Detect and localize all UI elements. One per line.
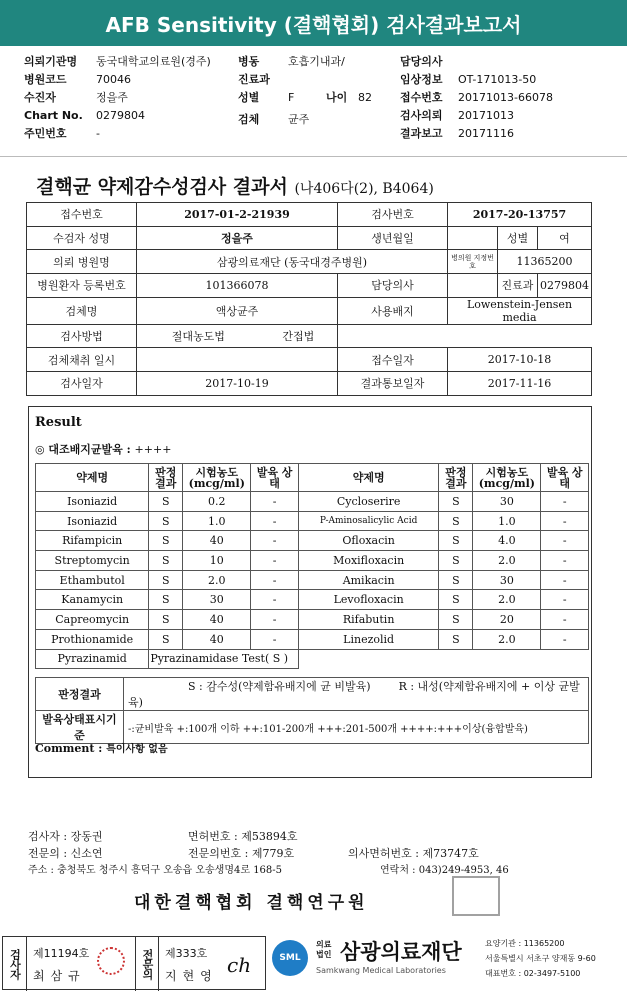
info-label: 임상정보 bbox=[400, 73, 443, 86]
info-value: OT-171013-50 bbox=[458, 72, 537, 86]
judge-label: 판정결과 bbox=[36, 678, 124, 711]
license-line bbox=[188, 828, 297, 845]
table-cell: 30 bbox=[473, 492, 541, 512]
info-label: Chart No. bbox=[24, 108, 83, 122]
info-value: F bbox=[288, 90, 295, 104]
table-row bbox=[36, 551, 589, 571]
value: 0279804 bbox=[537, 274, 591, 298]
table-cell: S bbox=[149, 570, 183, 590]
table-cell: S bbox=[439, 570, 473, 590]
expert-no: 제333호 bbox=[165, 947, 208, 960]
pza-label: Pyrazinamid bbox=[36, 649, 149, 669]
table-cell: Prothionamide bbox=[36, 629, 149, 649]
table-cell: 20 bbox=[473, 610, 541, 630]
info-value: 균주 bbox=[288, 113, 310, 126]
info-row bbox=[24, 124, 100, 142]
tester-line bbox=[28, 828, 102, 845]
value: 2017-10-18 bbox=[447, 348, 591, 372]
table-cell: - bbox=[541, 492, 589, 512]
table-cell: - bbox=[251, 570, 299, 590]
column-header: 판정 결과 bbox=[439, 464, 473, 492]
table-cell: Isoniazid bbox=[36, 511, 149, 531]
footer-address: 서울특별시 서초구 양재동 9-60 bbox=[485, 954, 596, 963]
label: 담당의사 bbox=[337, 274, 447, 298]
info-row bbox=[238, 52, 345, 70]
comment-text: 특이사항 없음 bbox=[106, 744, 168, 755]
table-cell: Amikacin bbox=[298, 570, 439, 590]
logo-name: 삼광의료재단 bbox=[340, 940, 462, 964]
table-cell: 30 bbox=[473, 570, 541, 590]
control-label: ◎ 대조배지균발육 : bbox=[35, 443, 131, 456]
table-cell: 10 bbox=[183, 551, 251, 571]
expert-vertical-label: 전문의 bbox=[135, 937, 159, 991]
table-cell: S bbox=[149, 629, 183, 649]
table-row bbox=[36, 610, 589, 630]
table-cell: S bbox=[439, 551, 473, 571]
footer bbox=[0, 936, 627, 1000]
table-cell: 2.0 bbox=[473, 590, 541, 610]
table-cell: Levofloxacin bbox=[298, 590, 439, 610]
sheet-title-text: 결핵균 약제감수성검사 결과서 bbox=[36, 176, 288, 198]
value: 제53894호 bbox=[241, 830, 298, 843]
table-row bbox=[36, 629, 589, 649]
label: 접수일자 bbox=[337, 348, 447, 372]
request-table bbox=[26, 202, 592, 396]
organization-name: 대한결핵협회 결핵연구원 bbox=[134, 893, 369, 913]
info-value: 20171013-66078 bbox=[458, 90, 553, 104]
table-cell: 0.2 bbox=[183, 492, 251, 512]
label: 연락처 : bbox=[380, 865, 416, 876]
label: 검사일자 bbox=[27, 372, 137, 396]
label: 결과통보일자 bbox=[337, 372, 447, 396]
sheet-subtitle: (나406다(2), B4064) bbox=[294, 181, 434, 197]
info-label: 검사의뢰 bbox=[400, 109, 443, 122]
info-row bbox=[238, 88, 294, 106]
label: 주소 : bbox=[28, 865, 54, 876]
info-row bbox=[24, 106, 145, 124]
label: 진료과 bbox=[497, 274, 537, 298]
expert-signature: ch bbox=[227, 953, 252, 977]
table-cell: - bbox=[251, 610, 299, 630]
sml-logo-icon: SML bbox=[272, 940, 308, 976]
table-cell: - bbox=[541, 531, 589, 551]
info-label: 수진자 bbox=[24, 91, 56, 104]
comment bbox=[35, 740, 168, 755]
control-growth bbox=[35, 441, 171, 457]
table-cell: 1.0 bbox=[473, 511, 541, 531]
label: 검사자 : bbox=[28, 830, 68, 843]
column-header: 약제명 bbox=[36, 464, 149, 492]
logo-english: Samkwang Medical Laboratories bbox=[316, 966, 446, 975]
info-value: 70046 bbox=[96, 72, 131, 86]
label: 검사번호 bbox=[337, 203, 447, 227]
info-label: 접수번호 bbox=[400, 91, 443, 104]
label: 전문의번호 : bbox=[188, 847, 249, 860]
comment-label: Comment : bbox=[35, 742, 103, 755]
value: 간접법 bbox=[260, 324, 338, 348]
table-cell: - bbox=[541, 610, 589, 630]
info-label: 결과보고 bbox=[400, 127, 443, 140]
report-header bbox=[0, 0, 627, 46]
info-label: 진료과 bbox=[238, 73, 270, 86]
info-value: 호흡기내과/ bbox=[288, 55, 345, 68]
label: 대표번호 : bbox=[485, 969, 524, 978]
value: 043)249-4953, 46 bbox=[418, 865, 509, 876]
table-cell: 2.0 bbox=[473, 629, 541, 649]
table-cell: S bbox=[149, 511, 183, 531]
value: 신소연 bbox=[70, 847, 103, 860]
table-cell: - bbox=[251, 551, 299, 571]
label: 검체명 bbox=[27, 297, 137, 324]
table-cell: 30 bbox=[183, 590, 251, 610]
table-cell: Kanamycin bbox=[36, 590, 149, 610]
rep-phone bbox=[485, 968, 580, 979]
value: 제779호 bbox=[251, 847, 295, 860]
expert-line bbox=[28, 845, 102, 862]
logo-tag: 의료법인 bbox=[316, 940, 332, 959]
label: 검사방법 bbox=[27, 324, 137, 348]
table-row bbox=[36, 531, 589, 551]
info-value: - bbox=[96, 126, 100, 140]
label: 의뢰 병원명 bbox=[27, 250, 137, 274]
tester-box bbox=[2, 936, 266, 990]
expert-name: 지현영 bbox=[165, 969, 218, 983]
table-cell: - bbox=[541, 570, 589, 590]
result-sheet bbox=[22, 164, 602, 934]
table-cell: S bbox=[149, 610, 183, 630]
value: 제73747호 bbox=[422, 847, 479, 860]
table-cell: - bbox=[251, 590, 299, 610]
label: 생년월일 bbox=[337, 226, 447, 250]
table-cell: Isoniazid bbox=[36, 492, 149, 512]
table-cell: S bbox=[439, 511, 473, 531]
judge-s: S : 감수성(약제함유배지에 균 비발육) bbox=[188, 680, 371, 693]
table-cell: S bbox=[439, 531, 473, 551]
value: 삼광의료재단 (동국대경주병원) bbox=[137, 250, 448, 274]
info-value: 동국대학교의료원(경주) bbox=[96, 55, 211, 68]
table-cell: 4.0 bbox=[473, 531, 541, 551]
value bbox=[137, 348, 338, 372]
label: 병원환자 등록번호 bbox=[27, 274, 137, 298]
table-cell: - bbox=[251, 492, 299, 512]
value: 2017-10-19 bbox=[137, 372, 338, 396]
patient-info bbox=[0, 52, 627, 152]
table-cell: S bbox=[149, 551, 183, 571]
table-cell: - bbox=[541, 590, 589, 610]
value: 101366078 bbox=[137, 274, 338, 298]
value: 02-3497-5100 bbox=[523, 969, 581, 978]
table-cell: - bbox=[541, 551, 589, 571]
pza-value: Pyrazinamidase Test( S ) bbox=[149, 649, 299, 669]
tester-name: 최삼규 bbox=[33, 969, 86, 983]
tester-seal-icon bbox=[97, 947, 125, 975]
judge-r: R : 내성(약제함유배지에 + 이상 균발육) bbox=[128, 680, 580, 709]
info-row bbox=[400, 124, 514, 142]
table-row bbox=[36, 590, 589, 610]
value: 액상균주 bbox=[137, 297, 338, 324]
table-cell: 2.0 bbox=[183, 570, 251, 590]
table-cell: Linezolid bbox=[298, 629, 439, 649]
value: 장동권 bbox=[70, 830, 103, 843]
label: 수검자 성명 bbox=[27, 226, 137, 250]
growth-label: 발육상태표시기준 bbox=[36, 711, 124, 744]
value bbox=[447, 226, 497, 250]
table-cell: Ofloxacin bbox=[298, 531, 439, 551]
table-cell: S bbox=[149, 590, 183, 610]
table-cell: Moxifloxacin bbox=[298, 551, 439, 571]
table-cell: 2.0 bbox=[473, 551, 541, 571]
table-cell: Rifabutin bbox=[298, 610, 439, 630]
info-label: 검체 bbox=[238, 113, 260, 126]
value: 2017-11-16 bbox=[447, 372, 591, 396]
table-cell: - bbox=[251, 629, 299, 649]
info-label: 의뢰기관명 bbox=[24, 55, 78, 68]
info-label: 성별 bbox=[238, 91, 260, 104]
info-value: 82 bbox=[358, 90, 372, 104]
info-row bbox=[24, 52, 211, 70]
table-row bbox=[36, 570, 589, 590]
result-box bbox=[28, 406, 592, 778]
info-label: 나이 bbox=[326, 91, 348, 104]
value: Lowenstein-Jensen media bbox=[447, 297, 591, 324]
column-header: 약제명 bbox=[298, 464, 439, 492]
info-row bbox=[24, 88, 128, 106]
table-cell: S bbox=[149, 492, 183, 512]
column-header: 판정 결과 bbox=[149, 464, 183, 492]
info-row bbox=[238, 110, 309, 128]
growth-text: -:균비발육 +:100개 이하 ++:101-200개 +++:201-500개 ++++:+++이상(융합발육) bbox=[124, 711, 589, 744]
label: 성별 bbox=[497, 226, 537, 250]
address-line bbox=[28, 862, 282, 879]
expert-no-line bbox=[188, 845, 294, 862]
table-cell: Streptomycin bbox=[36, 551, 149, 571]
age-row bbox=[326, 88, 372, 106]
table-cell: 40 bbox=[183, 610, 251, 630]
info-label: 담당의사 bbox=[400, 55, 443, 68]
info-value: 20171013 bbox=[458, 108, 514, 122]
inst-code bbox=[485, 938, 564, 949]
table-cell: S bbox=[439, 629, 473, 649]
table-row bbox=[36, 511, 589, 531]
table-cell: - bbox=[541, 511, 589, 531]
column-header: 발육 상태 bbox=[251, 464, 299, 492]
table-cell: 40 bbox=[183, 629, 251, 649]
column-header: 시험농도 (mcg/ml) bbox=[473, 464, 541, 492]
table-cell: S bbox=[149, 531, 183, 551]
info-value: 정을주 bbox=[96, 91, 128, 104]
sheet-title bbox=[36, 172, 434, 199]
info-row bbox=[24, 70, 131, 88]
info-row bbox=[400, 88, 553, 106]
column-header: 시험농도 (mcg/ml) bbox=[183, 464, 251, 492]
value: 절대농도법 bbox=[137, 324, 260, 348]
value: 11365200 bbox=[497, 250, 591, 274]
official-seal bbox=[452, 876, 500, 916]
control-value: ++++ bbox=[134, 443, 172, 456]
value bbox=[447, 274, 497, 298]
table-cell: - bbox=[251, 511, 299, 531]
info-value: 20171116 bbox=[458, 126, 514, 140]
table-cell: Rifampicin bbox=[36, 531, 149, 551]
label: 검체채취 일시 bbox=[27, 348, 137, 372]
table-cell: - bbox=[541, 629, 589, 649]
value: 2017-20-13757 bbox=[447, 203, 591, 227]
drug-table bbox=[35, 463, 589, 669]
judge-text bbox=[124, 678, 589, 711]
table-row bbox=[36, 492, 589, 512]
value: 여 bbox=[537, 226, 591, 250]
value: 2017-01-2-21939 bbox=[137, 203, 338, 227]
table-cell: Ethambutol bbox=[36, 570, 149, 590]
label: 전문의 : bbox=[28, 847, 68, 860]
info-row bbox=[400, 70, 536, 88]
table-cell: S bbox=[439, 492, 473, 512]
table-cell: - bbox=[251, 531, 299, 551]
info-row bbox=[400, 106, 514, 124]
divider bbox=[0, 156, 627, 157]
legend-table bbox=[35, 677, 589, 744]
table-cell: Cycloserire bbox=[298, 492, 439, 512]
label: 요양기관 : bbox=[485, 939, 524, 948]
info-label: 병원코드 bbox=[24, 73, 67, 86]
label: 접수번호 bbox=[27, 203, 137, 227]
table-cell: S bbox=[439, 590, 473, 610]
result-title: Result bbox=[35, 415, 82, 430]
info-label: 병동 bbox=[238, 55, 260, 68]
label: 의사면허번호 : bbox=[348, 847, 419, 860]
label: 사용배지 bbox=[337, 297, 447, 324]
label: 면허번호 : bbox=[188, 830, 238, 843]
value: 11365200 bbox=[523, 939, 565, 948]
info-value: 0279804 bbox=[96, 108, 145, 122]
table-cell: S bbox=[439, 610, 473, 630]
tester-no: 제11194호 bbox=[33, 947, 90, 960]
table-cell: P-Aminosalicylic Acid bbox=[298, 511, 439, 531]
column-header: 발육 상태 bbox=[541, 464, 589, 492]
tester-vertical-label: 검사자 bbox=[3, 937, 27, 991]
value: 충청북도 청주시 흥덕구 오송읍 오송생명4로 168-5 bbox=[57, 865, 283, 876]
value: 정을주 bbox=[137, 226, 338, 250]
report-title: AFB Sensitivity (결핵협회) 검사결과보고서 bbox=[105, 12, 522, 37]
table-cell: Capreomycin bbox=[36, 610, 149, 630]
doctor-license-line bbox=[348, 845, 479, 862]
info-row bbox=[400, 52, 458, 70]
table-cell: 1.0 bbox=[183, 511, 251, 531]
pza-row bbox=[36, 649, 589, 669]
label: 병의원 지정번호 bbox=[447, 250, 497, 274]
table-cell: 40 bbox=[183, 531, 251, 551]
info-row bbox=[238, 70, 288, 88]
info-label: 주민번호 bbox=[24, 127, 67, 140]
